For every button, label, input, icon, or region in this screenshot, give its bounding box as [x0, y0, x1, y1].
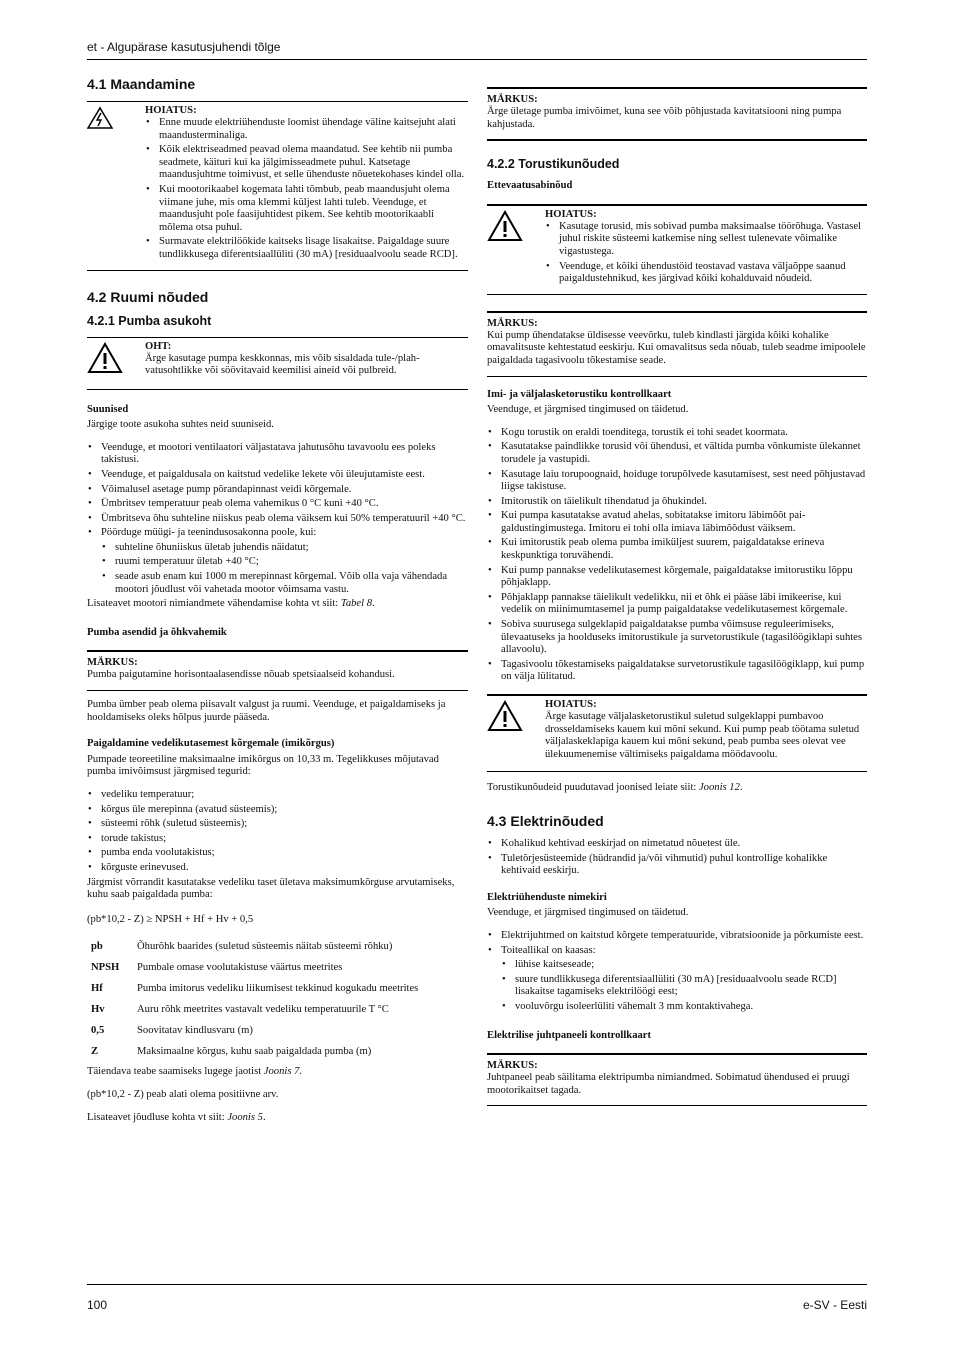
- piping-checklist-intro: Veenduge, et järgmised tingimused on täidetud.: [487, 404, 689, 416]
- list-item: • Tuletõrjesüsteemide (hüdrandid ja/või vihmutid) puhul kontrollige kohalikke kehtivaid eeskirju.: [501, 853, 867, 878]
- electrical-requirements-list: [487, 838, 867, 878]
- list-item: • Kasutage torusid, mis sobivad pumba maksimaalse töörõhuga. Vastasel juhul riskite süsteemi katkemise ning sellest tulenevate võimalike vigastustega.: [559, 221, 867, 259]
- piping-figures-reference: Torustikunõudeid puudutavad joonised leiate siit: Joonis 12.: [487, 782, 743, 794]
- note-text: Juhtpaneel peab säilitama elektripumba nimiandmed. Sobimatud ühendused ei pruugi mootorikaitset tagada.: [487, 1072, 850, 1096]
- warning-label: HOIATUS:: [545, 208, 597, 220]
- warning-box-discharge: [487, 694, 867, 772]
- list-item: • Toiteallikal on kaasas: • lühise kaitseseade; • suure tundlikkusega diferentsiaallüliti (30 mA) [residuaalvoolu seade RCD] lisakaitse tagamiseks elektrilöögi eest; • vooluvõrgu isoleerlüliti vähemalt 3 mm kontaktivahega.: [501, 945, 867, 1014]
- piping-checklist-heading: Imi- ja väljalasketorustiku kontrollkaart: [487, 388, 672, 400]
- list-item: • Kui mootorikaabel kogemata lahti tõmbub, peab maandusjuht olema viimane juhe, mis oma klemmi küljest lahti tuleb. Veenduge, et maandusjuht pole faasijuhtidest pikem. See kehtib mootorikaabli mõlema otsa puhul.: [159, 184, 468, 234]
- space-around-text: Pumba ümber peab olema piisavalt valgust ja ruumi. Veenduge, et paigaldamiseks ja hooldamiseks oleks hõlpus juurde pääseda.: [87, 699, 446, 723]
- list-item: • Enne muude elektriühenduste loomist ühendage väline kaitsejuht alati maandusterminaliga.: [159, 117, 468, 142]
- positions-heading: Pumba asendid ja õhkvahemik: [87, 626, 227, 638]
- sub-list-item: • suure tundlikkusega diferentsiaallüliti (30 mA) [residuaalvoolu seade RCD] lisakaitse tagamiseks elektrilöögi eest;: [515, 974, 867, 999]
- formula: (pb*10,2 - Z) ≥ NPSH + Hf + Hv + 0,5: [87, 913, 254, 925]
- footer-rule: [87, 1284, 867, 1285]
- table-row: pb Õhurõhk baarides (suletud süsteemis näitab süsteemi rõhku): [91, 941, 393, 953]
- sub-list-item: • ruumi temperatuur ületab +40 °C;: [115, 556, 468, 569]
- electrical-conditions-list: [487, 930, 867, 1014]
- sub-list-item: • seade asub enam kui 1000 m merepinnast kõrgemal. Võib olla vaja vähendada mootori jõudlust või vahetada mootor võimsama vastu.: [115, 571, 468, 596]
- table-row: Z Maksimaalne kõrgus, kuhu saab paigaldada pumba (m): [91, 1046, 372, 1058]
- list-item: • Veenduge, et paigaldusala on kaitstud vedelike lekete või üleujutamiste eest.: [101, 469, 468, 482]
- electrical-list-heading: Elektriühenduste nimekiri: [487, 891, 607, 903]
- list-item: • Võimalusel asetage pump põrandapinnast veidi kõrgemale.: [101, 484, 468, 497]
- running-header: et - Algupärase kasutusjuhendi tõlge: [87, 40, 281, 54]
- pipe-warning-list: [545, 221, 867, 286]
- positive-note: (pb*10,2 - Z) peab alati olema positiivne arv.: [87, 1088, 279, 1100]
- note-label: MÄRKUS:: [487, 94, 538, 105]
- list-item: • vedeliku temperatuur;: [101, 789, 468, 802]
- list-item: • torude takistus;: [101, 833, 468, 846]
- sub-list: [501, 959, 867, 1013]
- note-label: MÄRKUS:: [87, 657, 138, 669]
- list-item: • Elektrijuhtmed on kaitstud kõrgete temperatuuride, vibratsioonide ja põrkumiste eest.: [501, 930, 867, 943]
- warning-box-pipes: [487, 204, 867, 295]
- precautions-heading: Ettevaatusabinõud: [487, 180, 573, 192]
- further-info: Täiendava teabe saamiseks lugege jaotist Joonis 7.: [87, 1066, 303, 1078]
- electrical-hazard-icon: [87, 104, 145, 264]
- list-item: • Kõik elektriseadmed peavad olema maandatud. See kehtib nii pumba seadmete, käituri kui ka jälgimisseadmete puhul. Katsetage maandusjuhtme toimivust, et selle ühenduste nõuetekohases kindel olla.: [159, 144, 468, 182]
- list-item: • Kasutatakse paindlikke torusid või ühendusi, et vältida pumba võnkumiste ülekannet torudele ja vastupidi.: [501, 441, 867, 466]
- sub-list-item: • suhteline õhuniiskus ületab juhendis näidatut;: [115, 542, 468, 555]
- danger-box: [87, 337, 468, 390]
- list-item: • Kui pumpa kasutatakse avatud ahelas, sobitatakse imitoru läbimõõt paigaldustingimustega. Imitoru ei tohi olla imiava läbimõõdust väiksem.: [501, 510, 867, 535]
- list-item: • Kui imitorustik peab olema pumba imiküljest suurem, paigaldatakse erineva keskpunktiga toruvähendi.: [501, 537, 867, 562]
- danger-text: Ärge kasutage pumpa keskkonnas, mis võib sisaldada tule-/plahvatusohtlikke või söövitavaid keemilisi aineid või pulbreid.: [145, 352, 420, 377]
- list-item: • kõrguste erinevused.: [101, 862, 468, 875]
- section-4-3-title: 4.3 Elektrinõuded: [487, 812, 604, 829]
- section-4-2-title: 4.2 Ruumi nõuded: [87, 288, 209, 305]
- note-box-suction: [487, 87, 867, 141]
- table-row: 0,5 Soovitatav kindlusvaru (m): [91, 1025, 253, 1037]
- note-box-water-network: [487, 311, 867, 377]
- list-item: • Ümbritseva õhu suhteline niiskus peab olema väiksem kui 50% temperatuuril +40 °C.: [101, 513, 468, 526]
- note-label: MÄRKUS:: [487, 1060, 538, 1072]
- guidelines-heading: Suunised: [87, 403, 129, 415]
- note-label: MÄRKUS:: [487, 317, 538, 329]
- list-item: • süsteemi rõhk (suletud süsteemis);: [101, 818, 468, 831]
- section-4-2-2-title: 4.2.2 Torustikunõuded: [487, 157, 620, 172]
- left-column: [87, 76, 468, 1124]
- note-box-horizontal: [87, 650, 468, 691]
- guidelines-intro: Järgige toote asukoha suhtes neid suuniseid.: [87, 419, 274, 431]
- table-row: NPSH Pumbale omase voolutakistuse väärtus meetrites: [91, 962, 343, 974]
- electrical-list-intro: Veenduge, et järgmised tingimused on täidetud.: [487, 907, 689, 919]
- document-name: e-SV - Eesti: [802, 1298, 867, 1312]
- page-number: 100: [87, 1298, 108, 1312]
- factors-list: [87, 789, 468, 875]
- section-4-1-title: 4.1 Maandamine: [87, 76, 196, 92]
- grounding-list: [145, 117, 468, 262]
- list-item: • Veenduge, et mootori ventilaatori väljastatava jahutusõhu tavavoolu ees poleks takistusi.: [101, 442, 468, 467]
- suction-height-text: Pumpade teoreetiline maksimaalne imikõrgus on 10,33 m. Tegelikkuses mõjutavad pumba imivõimsust järgmised tegurid:: [87, 753, 439, 778]
- exclamation-warning-icon: [87, 340, 145, 379]
- list-item: • Ümbritsev temperatuur peab olema vahemikus 0 °C kuni +40 °C.: [101, 498, 468, 511]
- table-8-link[interactable]: Tabel 8: [340, 598, 373, 610]
- list-item: • Kasutage laiu torupoognaid, hoiduge torupõlvede kasutamisest, sest need põhjustavad liigse takistuse.: [501, 469, 867, 494]
- figure-5-link[interactable]: Joonis 5: [227, 1111, 263, 1123]
- figure-12-link[interactable]: Joonis 12: [698, 782, 740, 794]
- list-item: • Veenduge, et kõiki ühendustöid teostavad vastava väljaõppe saanud paigaldustehnikud, kes järgivad kõiki kohalduvaid nõudeid.: [559, 261, 867, 286]
- sub-list-item: • vooluvõrgu isoleerlüliti vähemalt 3 mm kontaktivahega.: [515, 1001, 867, 1014]
- sub-list-item: • lühise kaitseseade;: [515, 959, 867, 972]
- note-box-control-panel: [487, 1053, 867, 1106]
- list-item: • Kohalikud kehtivad eeskirjad on nimetatud nõuetest üle.: [501, 838, 867, 851]
- exclamation-warning-icon: [487, 208, 545, 288]
- note-text: Kui pump ühendatakse üldisesse veevõrku, tuleb kindlasti järgida kõiki kohalike omavalitsuste kehtestatud eeskirju. Kui omavalitsus seda nõuab, tuleb seadme imipoolele paigaldada tagasivoolu tõkestamise seade.: [487, 329, 866, 366]
- warning-box-grounding: [87, 101, 468, 271]
- warning-label: HOIATUS:: [545, 699, 597, 710]
- header-rule: [87, 59, 867, 60]
- figure-7-link[interactable]: Joonis 7: [263, 1066, 300, 1078]
- list-item: • Surmavate elektrilöökide kaitseks lisage lisakaitse. Paigaldage suure tundlikkusega diferentsiaallüliti (30 mA) [residuaalvoolu seade RCD].: [159, 236, 468, 261]
- list-item: • Sobiva suurusega sulgeklapid paigaldatakse pumba võimsuse reguleerimiseks, ülevaatuseks ja hoolduseks imitorustikule ja survetorustikule (tagasilöögiklapi suhtes allavoolu).: [501, 619, 867, 657]
- list-item: • Tagasivoolu tõkestamiseks paigaldatakse survetorustikule tagasilöögiklapp, kui pump on välja lülitatud.: [501, 659, 867, 684]
- list-item: • Pöörduge müügi- ja teenindusosakonna poole, kui: • suhteline õhuniiskus ületab juhendis näidatut; • ruumi temperatuur ületab +40 °C; • seade asub enam kui 1000 m merepinnast kõrgemal. Võib olla vaja vähendada mootori jõudlust või vahetada mootor võimsama vastu.: [101, 527, 468, 596]
- table-row: Hv Auru rõhk meetrites vastavalt vedeliku temperatuurile T °C: [91, 1004, 389, 1016]
- table-row: Hf Pumba imitorus vedeliku liikumisest tekkinud kogukadu meetrites: [91, 983, 419, 995]
- section-4-2-1-title: 4.2.1 Pumba asukoht: [87, 313, 212, 328]
- warning-text: Ärge kasutage väljalasketorustikul suletud sulgeklappi pumbavoo drosseldamiseks kauem kui mõni sekund. Kui pump peab töötama suletud väljalaskeklapiga kauem kui mõni sekund, peab pumba sees olevat vee ülekuumenemise vältimiseks paigaldama möödavoolu.: [545, 711, 860, 760]
- list-item: • kõrgus üle merepinna (avatud süsteemis);: [101, 804, 468, 817]
- piping-checklist: [487, 427, 867, 684]
- list-item: • Põhjaklapp pannakse täielikult vedelikku, nii et õhk ei pääse läbi imikeerise, kui vedelik on miinimumtasemel ja pump paigaldatakse vedelikutasemest kõrgemale.: [501, 592, 867, 617]
- motor-reference: Lisateavet mootori nimiandmete vähendamise kohta vt siit: Tabel 8.: [87, 598, 375, 610]
- list-item: • Kogu torustik on eraldi toenditega, torustik ei tohi seadet koormata.: [501, 427, 867, 440]
- sub-list: [101, 542, 468, 596]
- performance-reference: Lisateavet jõudluse kohta vt siit: Joonis 5.: [87, 1111, 266, 1123]
- location-list: [87, 442, 468, 597]
- note-text: Ärge ületage pumba imivõimet, kuna see võib põhjustada kavitatsiooni ning pumpa kahjustada.: [487, 106, 842, 130]
- formula-intro: Järgmist võrrandit kasutatakse vedeliku taset ületava maksimumkõrguse arvutamiseks, kuhu saab paigaldada pumba:: [87, 876, 455, 901]
- note-text: Pumba paigutamine horisontaalasendisse nõuab spetsiaalseid kohandusi.: [87, 669, 395, 681]
- symbols-table: [87, 936, 418, 1062]
- danger-label: OHT:: [145, 340, 172, 352]
- list-item: • Kui pump pannakse vedelikutasemest kõrgemale, paigaldatakse imitorustiku lõppu põhjaklapp.: [501, 565, 867, 590]
- exclamation-warning-icon: [487, 698, 545, 761]
- right-column: [487, 76, 867, 1106]
- list-item: • pumba enda voolutakistus;: [101, 847, 468, 860]
- suction-height-heading: Paigaldamine vedelikutasemest kõrgemale (imikõrgus): [87, 738, 335, 750]
- list-item: • Imitorustik on täielikult tihendatud ja õhukindel.: [501, 496, 867, 509]
- warning-label: HOIATUS:: [145, 105, 197, 116]
- control-panel-heading: Elektrilise juhtpaneeli kontrollkaart: [487, 1029, 652, 1041]
